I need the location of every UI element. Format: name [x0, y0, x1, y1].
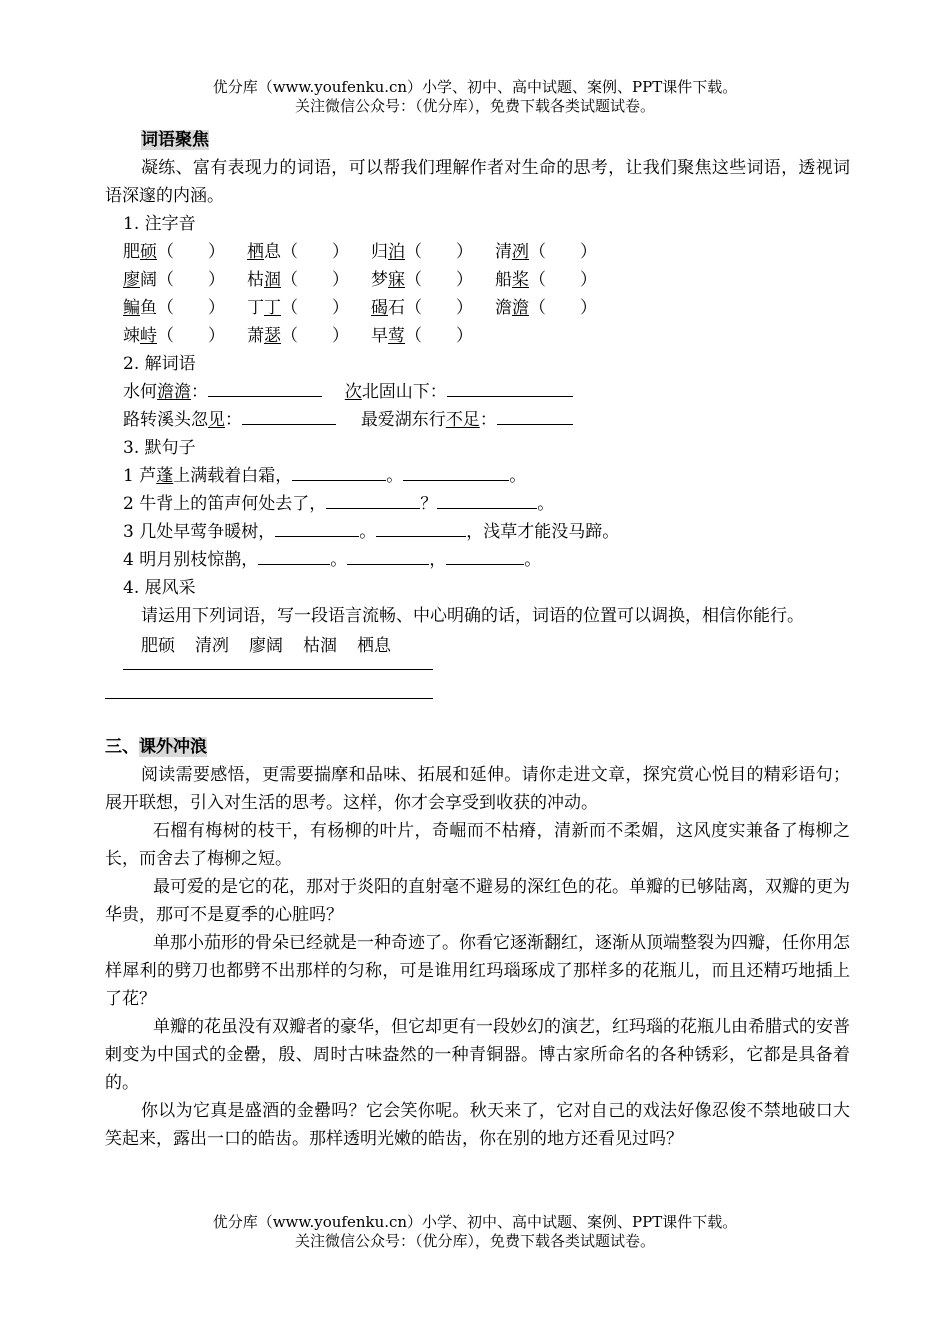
q4-heading: 4. 展风采: [123, 578, 196, 598]
pinyin-word: 鳊鱼: [123, 298, 157, 318]
pinyin-item: [123, 322, 247, 350]
answer-blank[interactable]: [403, 462, 509, 481]
pinyin-row: [123, 238, 850, 266]
q4-word-list: [141, 632, 850, 660]
q2-heading: 2. 解词语: [123, 354, 196, 374]
pinyin-word: 梦寐: [371, 270, 405, 290]
pinyin-answer-parens[interactable]: （ ）: [405, 298, 473, 318]
reading-paragraph: 最可爱的是它的花，那对于炎阳的直射毫不避易的深红色的花。单瓣的已够陆离，双瓣的更为华贵，那可不是夏季的心脏吗？: [105, 877, 850, 925]
writing-line-1[interactable]: [123, 669, 433, 670]
pinyin-word: 船桨: [495, 270, 529, 290]
pinyin-answer-parens[interactable]: （ ）: [529, 298, 597, 318]
q3-heading: 3. 默句子: [123, 438, 196, 458]
q3-sentence-2: 2 牛背上的笛声何处去了， ？ 。: [123, 490, 850, 518]
pinyin-answer-parens[interactable]: （ ）: [529, 242, 597, 262]
answer-blank[interactable]: [347, 546, 429, 565]
pinyin-item: [123, 266, 247, 294]
q1-heading: 1. 注字音: [123, 214, 196, 234]
pinyin-word: 清冽: [495, 242, 529, 262]
pinyin-word: 竦峙: [123, 326, 157, 346]
q4-word: 廖阔: [249, 636, 283, 656]
pinyin-answer-parens[interactable]: （ ）: [157, 298, 225, 318]
footer-line-2: 关注微信公众号：（优分库），免费下载各类试题试卷。: [294, 1232, 655, 1250]
pinyin-row: [123, 266, 850, 294]
pinyin-row: [123, 294, 850, 322]
reading-intro: 阅读需要感悟，更需要揣摩和品味、拓展和延伸。请你走进文章，探究赏心悦目的精彩语句；展开联想，引入对生活的思考。这样，你才会享受到收获的冲动。: [105, 765, 850, 813]
answer-blank[interactable]: [275, 518, 359, 537]
pinyin-word: 廖阔: [123, 270, 157, 290]
writing-line-2[interactable]: [105, 698, 433, 699]
answer-blank[interactable]: [208, 378, 322, 397]
footer-line-1: 优分库（www.youfenku.cn）小学、初中、高中试题、案例、PPT课件下载。: [212, 1213, 738, 1231]
reading-paragraph: 石榴有梅树的枝干，有杨柳的叶片，奇崛而不枯瘠，清新而不柔媚，这风度实兼备了梅柳之长，而舍去了梅柳之短。: [105, 821, 850, 869]
pinyin-word: 肥硕: [123, 242, 157, 262]
answer-blank[interactable]: [447, 378, 573, 397]
pinyin-item: [371, 266, 495, 294]
reading-paragraph: 单那小茄形的骨朵已经就是一种奇迹了。你看它逐渐翻红，逐渐从顶端整裂为四瓣，任你用怎样犀利的劈刀也都劈不出那样的匀称，可是谁用红玛瑙琢成了那样多的花瓶儿，而且还精巧地插上了花？: [105, 933, 850, 1009]
reading-paragraph: 单瓣的花虽没有双瓣者的豪华，但它却更有一段妙幻的演艺，红玛瑙的花瓶儿由希腊式的安普剌变为中国式的金罍，殷、周时古味盎然的一种青铜器。博古家所命名的各种锈彩，它都是具备着的。: [105, 1017, 850, 1093]
reading-paragraph: 你以为它真是盛酒的金罍吗？它会笑你呢。秋天来了，它对自己的戏法好像忍俊不禁地破口大笑起来，露出一口的皓齿。那样透明光嫩的皓齿，你在别的地方还看见过吗？: [105, 1101, 850, 1149]
pinyin-answer-parens[interactable]: （ ）: [281, 298, 349, 318]
vocab-intro: 凝练、富有表现力的词语，可以帮我们理解作者对生命的思考，让我们聚焦这些词语，透视词语深邃的内涵。: [105, 158, 850, 206]
answer-blank[interactable]: [242, 406, 336, 425]
pinyin-answer-parens[interactable]: （ ）: [157, 326, 225, 346]
q3-sentence-4: 4 明月别枝惊鹊， 。 ， 。: [123, 546, 850, 574]
pinyin-answer-parens[interactable]: （ ）: [281, 326, 349, 346]
section-title-reading: 三、课外冲浪: [105, 737, 207, 757]
pinyin-answer-parens[interactable]: （ ）: [405, 242, 473, 262]
pinyin-item: [495, 238, 619, 266]
pinyin-answer-parens[interactable]: （ ）: [157, 242, 225, 262]
section-title-vocab: 词语聚焦: [141, 130, 209, 150]
pinyin-item: [247, 238, 371, 266]
pinyin-word: 栖息: [247, 242, 281, 262]
pinyin-word: 枯涸: [247, 270, 281, 290]
pinyin-word: 碣石: [371, 298, 405, 318]
pinyin-answer-parens[interactable]: （ ）: [281, 270, 349, 290]
pinyin-word: 归泊: [371, 242, 405, 262]
answer-blank[interactable]: [376, 518, 466, 537]
pinyin-item: [495, 266, 619, 294]
pinyin-item: [247, 294, 371, 322]
q3-sentence-3: 3 几处早莺争暖树， 。 ，浅草才能没马蹄。: [123, 518, 850, 546]
q2-row-2: 路转溪头忽见： 最爱湖东行不足：: [123, 406, 850, 434]
pinyin-answer-parens[interactable]: （ ）: [405, 270, 473, 290]
page-footer: [0, 1213, 950, 1251]
pinyin-word: 丁丁: [247, 298, 281, 318]
pinyin-item: [371, 322, 495, 350]
q2-row-1: 水何澹澹： 次北固山下：: [123, 378, 850, 406]
answer-blank[interactable]: [446, 546, 524, 565]
header-line-1: 优分库（www.youfenku.cn）小学、初中、高中试题、案例、PPT课件下载。: [212, 78, 738, 96]
pinyin-answer-parens[interactable]: （ ）: [405, 326, 473, 346]
q4-word: 肥硕: [141, 636, 175, 656]
pinyin-grid: [105, 238, 850, 350]
document-body: [105, 126, 850, 1153]
q4-word: 清冽: [195, 636, 229, 656]
pinyin-row: [123, 322, 850, 350]
pinyin-word: 早莺: [371, 326, 405, 346]
q4-prompt: 请运用下列词语，写一段语言流畅、中心明确的话，词语的位置可以调换，相信你能行。: [141, 606, 804, 626]
q4-word: 栖息: [357, 636, 391, 656]
header-line-2: 关注微信公众号：（优分库），免费下载各类试题试卷。: [294, 97, 655, 115]
answer-blank[interactable]: [258, 546, 330, 565]
q4-word: 枯涸: [303, 636, 337, 656]
reading-passage: [105, 817, 850, 1153]
pinyin-item: [247, 322, 371, 350]
q3-sentence-1: 1 芦蓬上满载着白霜， 。 。: [123, 462, 850, 490]
answer-blank[interactable]: [326, 490, 420, 509]
pinyin-answer-parens[interactable]: （ ）: [281, 242, 349, 262]
answer-blank[interactable]: [497, 406, 573, 425]
pinyin-item: [123, 294, 247, 322]
answer-blank[interactable]: [437, 490, 537, 509]
answer-blank[interactable]: [292, 462, 386, 481]
pinyin-item: [123, 238, 247, 266]
pinyin-item: [371, 238, 495, 266]
page-header: [0, 78, 950, 116]
pinyin-word: 萧瑟: [247, 326, 281, 346]
pinyin-item: [371, 294, 495, 322]
pinyin-word: 澹澹: [495, 298, 529, 318]
pinyin-item: [247, 266, 371, 294]
pinyin-item: [495, 294, 619, 322]
pinyin-answer-parens[interactable]: （ ）: [529, 270, 597, 290]
pinyin-answer-parens[interactable]: （ ）: [157, 270, 225, 290]
